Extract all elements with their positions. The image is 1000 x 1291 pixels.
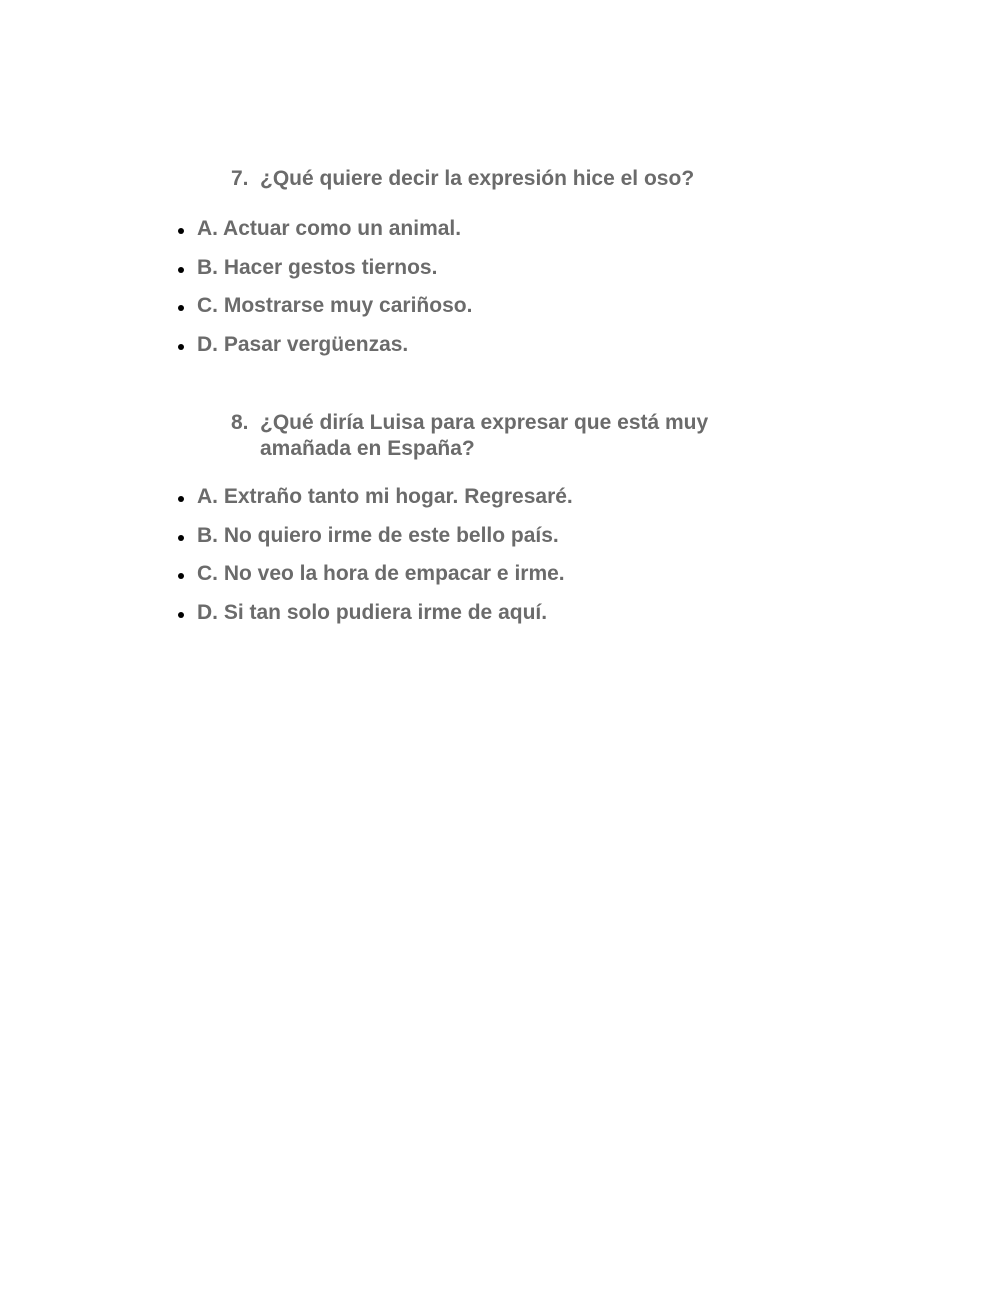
answer-option[interactable] — [178, 287, 472, 326]
question-text: ¿Qué diría Luisa para expresar que está muy amañada en España? — [260, 411, 709, 460]
option-text: B. Hacer gestos tiernos. — [197, 255, 438, 279]
bullet-icon — [178, 267, 184, 273]
answer-option[interactable] — [178, 517, 573, 556]
answer-option[interactable] — [178, 594, 573, 633]
option-text: A. Extraño tanto mi hogar. Regresaré. — [197, 485, 573, 509]
option-text: D. Si tan solo pudiera irme de aquí. — [197, 600, 548, 624]
question-text: ¿Qué quiere decir la expresión hice el oso? — [260, 167, 695, 190]
answer-option[interactable] — [178, 555, 573, 594]
option-text: A. Actuar como un animal. — [197, 217, 462, 241]
option-text: C. Mostrarse muy cariñoso. — [197, 294, 473, 318]
option-text: D. Pasar vergüenzas. — [197, 332, 409, 356]
bullet-icon — [178, 573, 184, 579]
option-text: B. No quiero irme de este bello país. — [197, 523, 559, 547]
option-text: C. No veo la hora de empacar e irme. — [197, 562, 565, 586]
question-7 — [231, 166, 751, 192]
question-number: 7. — [231, 167, 249, 190]
answer-option[interactable] — [178, 326, 472, 365]
answer-options-8 — [178, 478, 573, 632]
answer-options-7 — [178, 210, 472, 364]
bullet-icon — [178, 612, 184, 618]
bullet-icon — [178, 344, 184, 350]
answer-option[interactable] — [178, 210, 472, 249]
bullet-icon — [178, 305, 184, 311]
bullet-icon — [178, 228, 184, 234]
bullet-icon — [178, 496, 184, 502]
answer-option[interactable] — [178, 478, 573, 517]
answer-option[interactable] — [178, 249, 472, 288]
question-number: 8. — [231, 411, 249, 434]
bullet-icon — [178, 535, 184, 541]
question-8 — [231, 410, 711, 462]
